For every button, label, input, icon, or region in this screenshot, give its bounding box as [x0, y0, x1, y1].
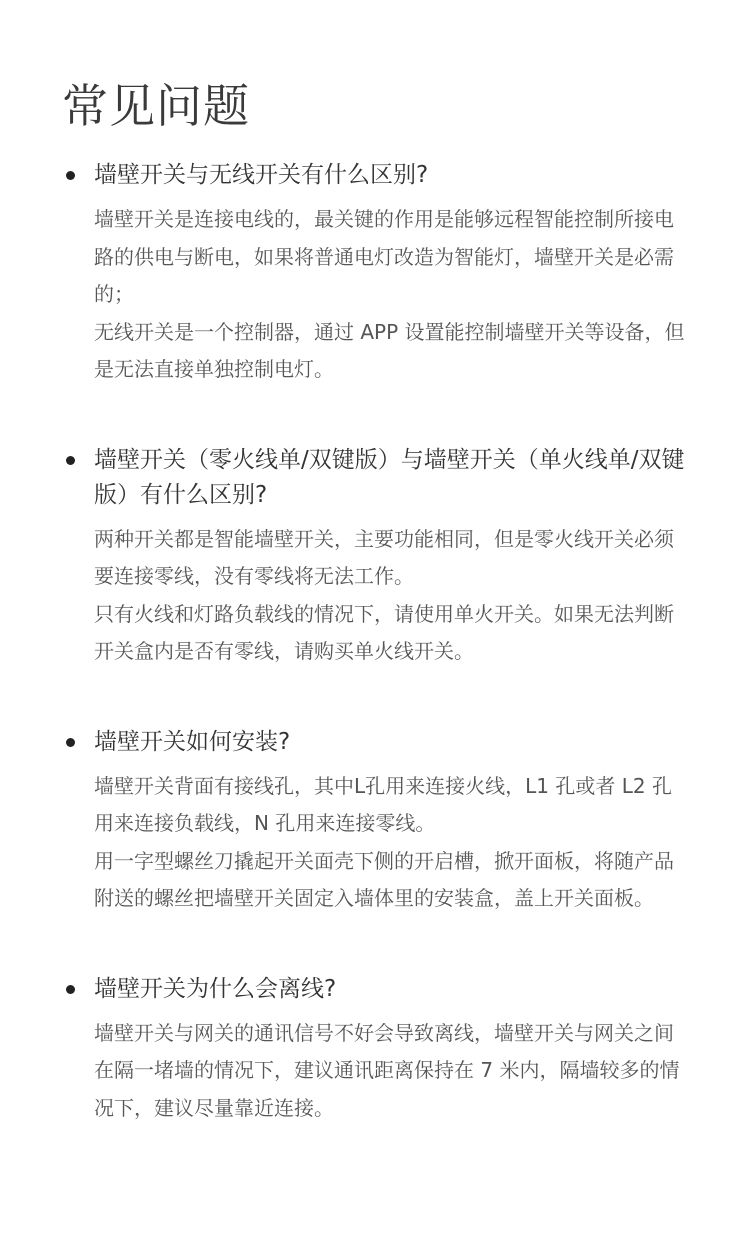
faq-question	[62, 972, 688, 1007]
faq-question	[62, 443, 688, 513]
bullet-dot-icon	[66, 171, 75, 180]
faq-answer	[62, 521, 688, 671]
faq-item-neutral-vs-single-live	[62, 443, 688, 671]
faq-answer	[62, 1015, 688, 1128]
faq-answer-paragraph: 墙壁开关是连接电线的，最关键的作用是能够远程智能控制所接电路的供电与断电，如果将普通电灯改造为智能灯，墙壁开关是必需的；	[94, 207, 674, 306]
faq-item-wall-vs-wireless	[62, 158, 688, 389]
bullet-dot-icon	[66, 456, 75, 465]
bullet-dot-icon	[66, 738, 75, 747]
faq-item-installation	[62, 725, 688, 918]
faq-answer-paragraph: 用一字型螺丝刀撬起开关面壳下侧的开启槽，掀开面板，将随产品附送的螺丝把墙壁开关固定入墙体里的安装盒，盖上开关面板。	[94, 848, 674, 910]
faq-answer-paragraph: 两种开关都是智能墙壁开关，主要功能相同，但是零火线开关必须要连接零线，没有零线将无法工作。	[94, 526, 674, 588]
faq-answer-paragraph: 墙壁开关背面有接线孔，其中L孔用来连接火线，L1 孔或者 L2 孔用来连接负载线，N 孔用来连接零线。	[94, 773, 672, 835]
faq-answer-paragraph: 无线开关是一个控制器，通过 APP 设置能控制墙壁开关等设备，但是无法直接单独控制电灯。	[94, 319, 685, 381]
faq-answer-paragraph: 只有火线和灯路负载线的情况下，请使用单火开关。如果无法判断开关盒内是否有零线，请购买单火线开关。	[94, 601, 674, 663]
faq-question-text: 墙壁开关为什么会离线?	[94, 975, 337, 1002]
faq-answer-paragraph: 墙壁开关与网关的通讯信号不好会导致离线，墙壁开关与网关之间在隔一堵墙的情况下，建议通讯距离保持在 7 米内，隔墙较多的情况下，建议尽量靠近连接。	[94, 1020, 680, 1120]
faq-item-offline	[62, 972, 688, 1128]
faq-question-text: 墙壁开关如何安装?	[94, 728, 291, 755]
bullet-dot-icon	[66, 985, 75, 994]
faq-answer	[62, 768, 688, 918]
faq-question-text: 墙壁开关（零火线单/双键版）与墙壁开关（单火线单/双键版）有什么区别?	[94, 446, 685, 508]
faq-question	[62, 725, 688, 760]
faq-question	[62, 158, 688, 193]
page-title: 常见问题	[62, 79, 250, 133]
faq-answer	[62, 201, 688, 389]
faq-question-text: 墙壁开关与无线开关有什么区别?	[94, 162, 429, 188]
